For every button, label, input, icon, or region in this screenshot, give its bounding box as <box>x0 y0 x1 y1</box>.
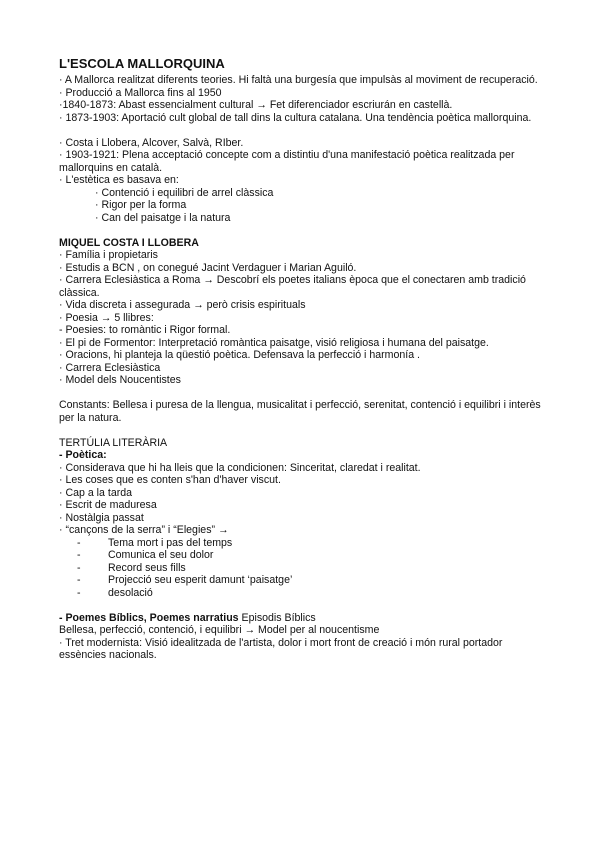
aesthetic-item: · Can del paisatge i la natura <box>95 211 231 224</box>
aesthetic-item: · Contenció i equilibri de arrel clàssica <box>95 186 274 199</box>
poetica-subheading: - Poètica: <box>59 449 107 461</box>
dash-marker: - <box>77 586 81 599</box>
costa-item: · Model dels Noucentistes <box>59 374 181 386</box>
dash-marker: - <box>77 549 81 561</box>
costa-section <box>59 237 544 425</box>
dash-marker: - <box>77 561 81 574</box>
dash-list-item <box>59 574 544 587</box>
tertulia-item: · Les coses que es conten s'han d'haver viscut. <box>59 474 281 486</box>
constants-paragraph: Constants: Bellesa i puresa de la llengua, musicalitat i perfecció, serenitat, contenció i equilibri i interès per la natura. <box>59 399 541 424</box>
aesthetic-item: · Rigor per la forma <box>95 199 187 211</box>
spacer <box>59 599 544 612</box>
tertulia-item: · Escrit de maduresa <box>59 499 157 511</box>
costa-item: · Carrera Eclesiàstica <box>59 361 161 374</box>
dash-list-item <box>59 537 544 550</box>
spacer <box>59 124 544 137</box>
spacer <box>59 387 544 400</box>
poemes-heading-line <box>59 612 544 625</box>
authors-section <box>59 137 544 225</box>
costa-item: · El pi de Formentor: Interpretació romàntica paisatge, visió religiosa i humana del paisatge. <box>59 336 489 349</box>
intro-line: · A Mallorca realitzat diferents teories. Hi faltà una burgesía que impulsàs al moviment de recuperació. <box>59 74 538 86</box>
tertulia-item: · Nostàlgia passat <box>59 511 144 524</box>
dash-item-text: Record seus fills <box>108 561 186 574</box>
poemes-line: · Tret modernista: Visió idealitzada de l'artista, dolor i mort front de creació i món rural portador essències nacionals. <box>59 636 503 661</box>
section-heading: MIQUEL COSTA I LLOBERA <box>59 236 199 249</box>
tertulia-section <box>59 437 544 600</box>
dash-item-text: desolació <box>108 586 153 599</box>
tertulia-item: · “cançons de la serra” i “Elegies” → <box>59 524 229 536</box>
authors-line: · L'estètica es basava en: <box>59 174 179 186</box>
authors-line: · 1903-1921: Plena acceptació concepte com a distintiu d'una manifestació poètica realitzada per mallorquins en català. <box>59 149 515 174</box>
dash-marker: - <box>77 536 81 549</box>
tertulia-item: · Considerava que hi ha lleis que la condicionen: Sinceritat, claredat i realitat. <box>59 461 421 474</box>
dash-item-text: Comunica el seu dolor <box>108 549 214 561</box>
dash-marker: - <box>77 574 81 586</box>
page-title: L'ESCOLA MALLORQUINA <box>59 56 225 71</box>
costa-item: · Poesia → 5 llibres: <box>59 311 154 324</box>
costa-item: · Vida discreta i assegurada → però crisis espirituals <box>59 299 306 311</box>
authors-line: · Costa i Llobera, Alcover, Salvà, RIber. <box>59 136 244 149</box>
intro-line: · 1873-1903: Aportació cult global de tall dins la cultura catalana. Una tendència poètica mallorquina. <box>59 111 532 124</box>
intro-section <box>59 74 544 124</box>
poemes-section <box>59 612 544 662</box>
costa-item: - Poesies: to romàntic i Rigor formal. <box>59 324 231 336</box>
intro-line: · Producció a Mallorca fins al 1950 <box>59 86 222 99</box>
poemes-title-rest: Episodis Bíblics <box>238 611 316 624</box>
tertulia-item: · Cap a la tarda <box>59 486 133 499</box>
dash-list-item <box>59 562 544 575</box>
intro-line: ·1840-1873: Abast essencialment cultural → Fet diferenciador escriurán en castellà. <box>59 99 453 111</box>
costa-item: · Oracions, hi planteja la qüestió poètica. Defensava la perfecció i harmonía . <box>59 349 420 361</box>
spacer <box>59 424 544 437</box>
costa-item: · Carrera Eclesiàstica a Roma → Descobrí els poetes italians època que el conectaren amb tradició clàssica. <box>59 274 526 299</box>
dash-item-text: Projecció seu esperit damunt ‘paisatge’ <box>108 574 293 586</box>
document-body <box>59 56 544 662</box>
dash-list-item <box>59 549 544 562</box>
spacer <box>59 224 544 237</box>
section-heading: TERTÚLIA LITERÀRIA <box>59 436 168 449</box>
costa-item: · Estudis a BCN , on conegué Jacint Verdaguer i Marian Aguiló. <box>59 261 357 274</box>
costa-item: · Família i propietaris <box>59 249 158 261</box>
dash-item-text: Tema mort i pas del temps <box>108 536 233 549</box>
poemes-line: Bellesa, perfecció, contenció, i equilibri → Model per al noucentisme <box>59 624 380 636</box>
dash-list-item <box>59 587 544 600</box>
poemes-bold-title: - Poemes Bíblics, Poemes narratius <box>59 611 239 624</box>
